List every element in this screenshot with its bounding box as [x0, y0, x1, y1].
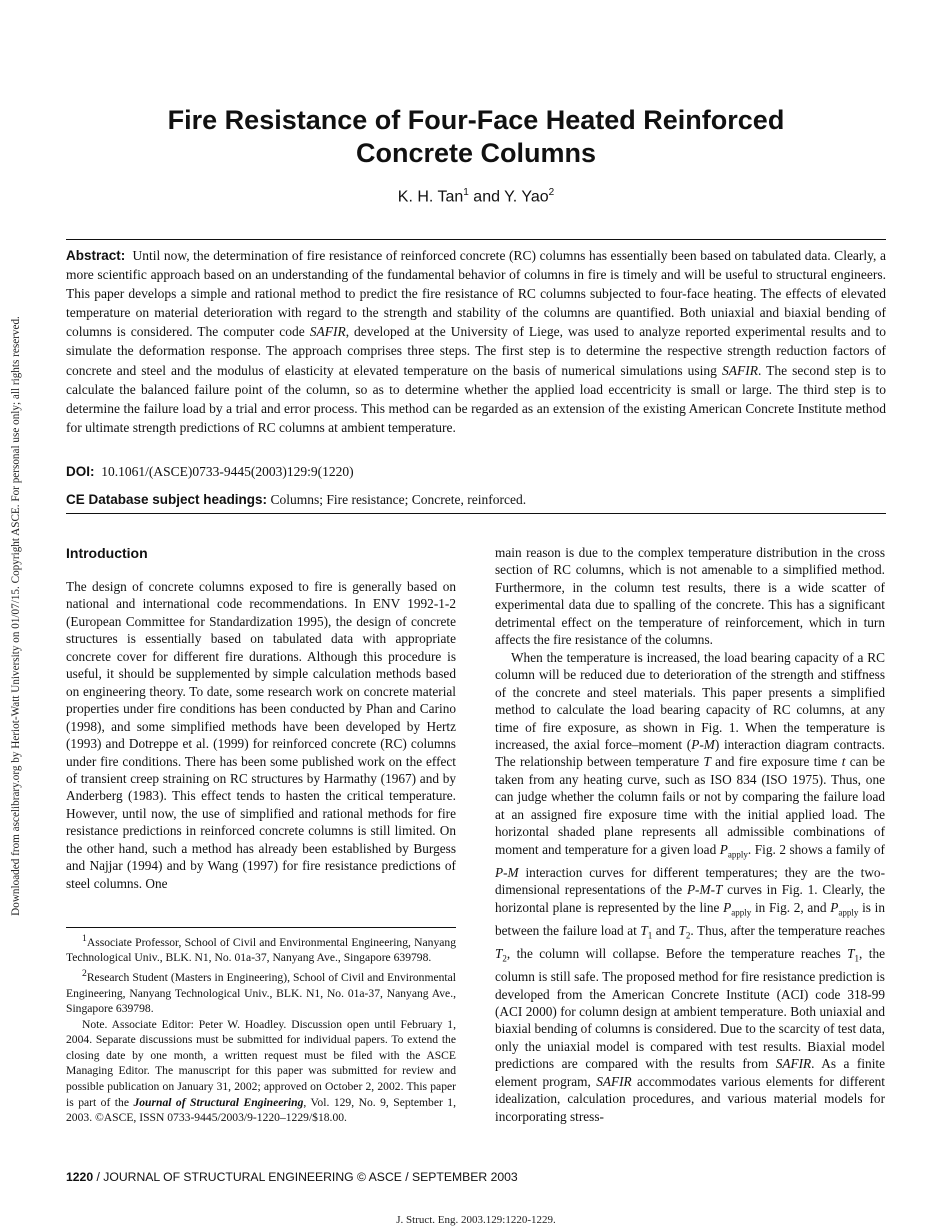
- math-term: P-M: [495, 864, 519, 880]
- right-paragraph-1: main reason is due to the complex temperature distribution in the cross section of RC columns, which is not amenable to a simplified method. Furthermore, in the column test results, there is a wide scatter of experimental data due to spalling of the concrete. This has a significant detrimental effect on the temperature of reinforcement, which in turn affects the fire resistance of the columns.: [495, 545, 885, 648]
- math-term: P: [830, 899, 839, 915]
- citation-line: J. Struct. Eng. 2003.129:1220-1229.: [396, 1214, 556, 1226]
- body-text: ) interaction diagram contracts. The relationship between temperature: [495, 736, 886, 770]
- math-subscript: apply: [727, 849, 748, 860]
- math-term: P-M: [691, 736, 715, 752]
- body-text: interaction curves for different temperatures; they are the two-dimensional representations of the: [495, 864, 885, 898]
- note-text: , Vol. 129, No. 9, September 1, 2003. ©ASCE, ISSN 0733-9445/2003/9-1220–1229/$18.00.: [66, 1095, 456, 1125]
- safir-term: SAFIR: [721, 362, 758, 378]
- footnote-1-text: Associate Professor, School of Civil and Environmental Engineering, Nanyang Technological Univ., BLK. N1, No. 01a-37, Nanyang Ave., Singapore 639798.: [66, 935, 456, 965]
- download-notice-text: Downloaded from ascelibrary.org by Heriot-Watt University on 01/07/15. Copyright ASCE. For personal use only; all rights reserved.: [10, 316, 23, 916]
- doi: [66, 464, 886, 480]
- author-1-affil: 1: [463, 187, 469, 198]
- math-term: T: [847, 945, 855, 961]
- body-text: . Thus, after the temperature reaches: [690, 922, 885, 938]
- math-subscript: apply: [838, 907, 859, 918]
- footnote-rule: [66, 927, 456, 928]
- math-term: T: [495, 945, 503, 961]
- authors: [66, 187, 886, 206]
- body-text: . As a finite element program,: [495, 1056, 885, 1089]
- body-text: , the column will collapse. Before the temperature reaches: [506, 945, 848, 961]
- intro-paragraph: The design of concrete columns exposed to fire is generally based on national and international code recommendations. In ENV 1992-1-2 (European Committee for Standardization 1995), the design of concrete structures is essentially based on tabulated data with appropriate concrete cover for different fire durations. Although this procedure is useful, it should be supplemented by simple calculation methods based on engineering theory. To date, some research work on concrete material properties under fire conditions has been conducted by Phan and Carino (1998), and some simplified methods have been developed by Hertz (1993) and Dotreppe et al. (1999) for reinforced concrete (RC) columns under fire conditions. There has been some published work on the effect of transient creep straining on RC structures by Harmathy (1967) and by Anderberg (1983). This effect tends to hasten the critical temperature. However, until now, the use of simplified and rational methods for fire resistance predictions in reinforced concrete columns is still limited. On the other hand, such a method has already been established by Burgess and Najjar (1994) and by Wang (1997) for fire resistance predictions of steel columns. One: [66, 579, 456, 891]
- paper-title: [66, 104, 886, 170]
- safir-term: SAFIR: [596, 1073, 632, 1089]
- top-rule: [66, 239, 886, 240]
- left-column: [66, 578, 456, 892]
- section-heading-introduction: Introduction: [66, 545, 148, 561]
- doi-label: DOI:: [66, 464, 95, 479]
- footnote-1-mark: 1: [82, 933, 87, 944]
- editorial-note: [66, 1017, 456, 1126]
- footnote-2-mark: 2: [82, 968, 87, 980]
- math-subscript: 2: [685, 930, 691, 941]
- abstract-text: , developed at the University of Liege, was used to analyze reported experimental results and to simulate the deformation response. The approach comprises three steps. The first step is to determine the respective strength reduction factors of concrete and steel and the modulus of elasticity at elevated temperature on the basis of numerical simulations using: [66, 324, 886, 378]
- math-subscript: apply: [731, 907, 752, 918]
- body-text: in Fig. 2, and: [751, 899, 831, 915]
- abstract-text: . The second step is to calculate the balanced failure point of the column, so as to determine whether the applied load eccentricity is small or large. The third step is to determine the failure load by a trial and error process. This method can be regarded as an extension of the existing American Concrete Institute method for ultimate strength predictions of RC columns at ambient temperature.: [66, 362, 887, 435]
- abstract-text: Until now, the determination of fire resistance of reinforced concrete (RC) columns has essentially been based on tabulated data. Clearly, a more scientific approach based on an understanding of the fundamental behavior of columns in fire is timely and will be useful to structural engineers. This paper develops a simple and rational method to predict the fire resistance of RC columns subjected to four-face heating. The effects of elevated temperature on material deterioration with regard to the strength and stability of the columns are quantified. Both uniaxial and biaxial bending of columns is considered. The computer code: [66, 248, 887, 340]
- body-text: is in between the failure load at: [495, 899, 885, 938]
- subject-headings: [66, 492, 886, 508]
- math-subscript: 1: [647, 930, 653, 941]
- right-column: [495, 544, 885, 1125]
- math-term: T: [640, 922, 648, 938]
- safir-term: SAFIR: [775, 1056, 812, 1072]
- math-term: T: [678, 922, 686, 938]
- body-text: . Fig. 2 shows a family of: [747, 841, 885, 857]
- title-line-2: Concrete Columns: [355, 138, 597, 168]
- subject-label: CE Database subject headings:: [66, 492, 268, 507]
- math-term: t: [841, 754, 846, 770]
- body-text: When the temperature is increased, the load bearing capacity of a RC column will be reduced due to deterioration of the strength and stiffness of the concrete and steel materials. This paper presents a simplified method to calculate the load bearing capacity of RC columns, at any time of fire exposure, as shown in Fig. 1. When the temperature is increased, the axial force–moment (: [495, 649, 885, 752]
- page-number: 1220: [66, 1170, 94, 1184]
- body-text: can be taken from any heating curve, such as ISO 834 (ISO 1975). Thus, one can judge whether the column fails or not by comparing the failure load at an assigned fire exposure time with the initial applied load. The horizontal shaded plane represents all admissible combinations of moment and temperature for a given load: [495, 754, 886, 857]
- right-paragraph-2: [495, 649, 885, 1125]
- footnotes: [66, 931, 456, 1126]
- body-text: and fire exposure time: [710, 754, 842, 770]
- author-2: Y. Yao: [504, 188, 549, 206]
- title-line-1: Fire Resistance of Four-Face Heated Reinforced: [167, 105, 785, 135]
- math-subscript: 1: [854, 953, 860, 964]
- math-term: P: [719, 841, 728, 857]
- page-footer: [66, 1170, 518, 1184]
- footnote-2-text: Research Student (Masters in Engineering), School of Civil and Environmental Engineering, Nanyang Technological Univ., BLK. N1, No. 01a-37, Nanyang Ave., Singapore 639798.: [66, 970, 456, 1016]
- body-text: accommodates various elements for different idealization, calculation procedures, and various material models for incorporating stress-: [495, 1073, 885, 1124]
- journal-name: Journal of Structural Engineering: [133, 1095, 304, 1109]
- body-text: , the column is still safe. The proposed method for fire resistance prediction is developed from the American Concrete Institute (ACI) code 318-99 (ACI 2000) for column design at ambient temperature. Both uniaxial and biaxial bending of columns is considered. Due to the scarcity of test data, only the uniaxial model is compared with test results. Biaxial model predictions are compared with the results from: [495, 945, 885, 1072]
- abstract-bottom-rule: [66, 513, 886, 514]
- authors-connector: and: [468, 188, 505, 206]
- footnote-2: [66, 966, 456, 1017]
- doi-value: 10.1061/(ASCE)0733-9445(2003)129:9(1220): [101, 464, 354, 479]
- abstract-label: Abstract:: [66, 248, 126, 263]
- math-subscript: 2: [502, 953, 507, 964]
- safir-term: SAFIR: [309, 324, 346, 340]
- footnote-1: [66, 931, 456, 966]
- author-1: K. H. Tan: [397, 188, 464, 206]
- body-text: curves in Fig. 1. Clearly, the horizontal plane is represented by the line: [495, 882, 885, 915]
- math-term: P: [723, 899, 732, 915]
- subject-value: Columns; Fire resistance; Concrete, reinforced.: [270, 492, 527, 507]
- footer-text: / JOURNAL OF STRUCTURAL ENGINEERING © ASCE / SEPTEMBER 2003: [93, 1170, 518, 1184]
- body-text: and: [652, 922, 679, 938]
- author-2-affil: 2: [548, 187, 555, 198]
- download-notice: [6, 0, 26, 1232]
- math-term: T: [703, 754, 711, 770]
- math-term: P-M-T: [686, 882, 723, 898]
- abstract: [66, 246, 886, 437]
- note-text: Note. Associate Editor: Peter W. Hoadley. Discussion open until February 1, 2004. Separate discussions must be submitted for individual papers. To extend the closing date by one month, a written request must be filed with the ASCE Managing Editor. The manuscript for this paper was submitted for review and possible publication on January 31, 2002; approved on October 2, 2002. This paper is part of the: [66, 1017, 456, 1109]
